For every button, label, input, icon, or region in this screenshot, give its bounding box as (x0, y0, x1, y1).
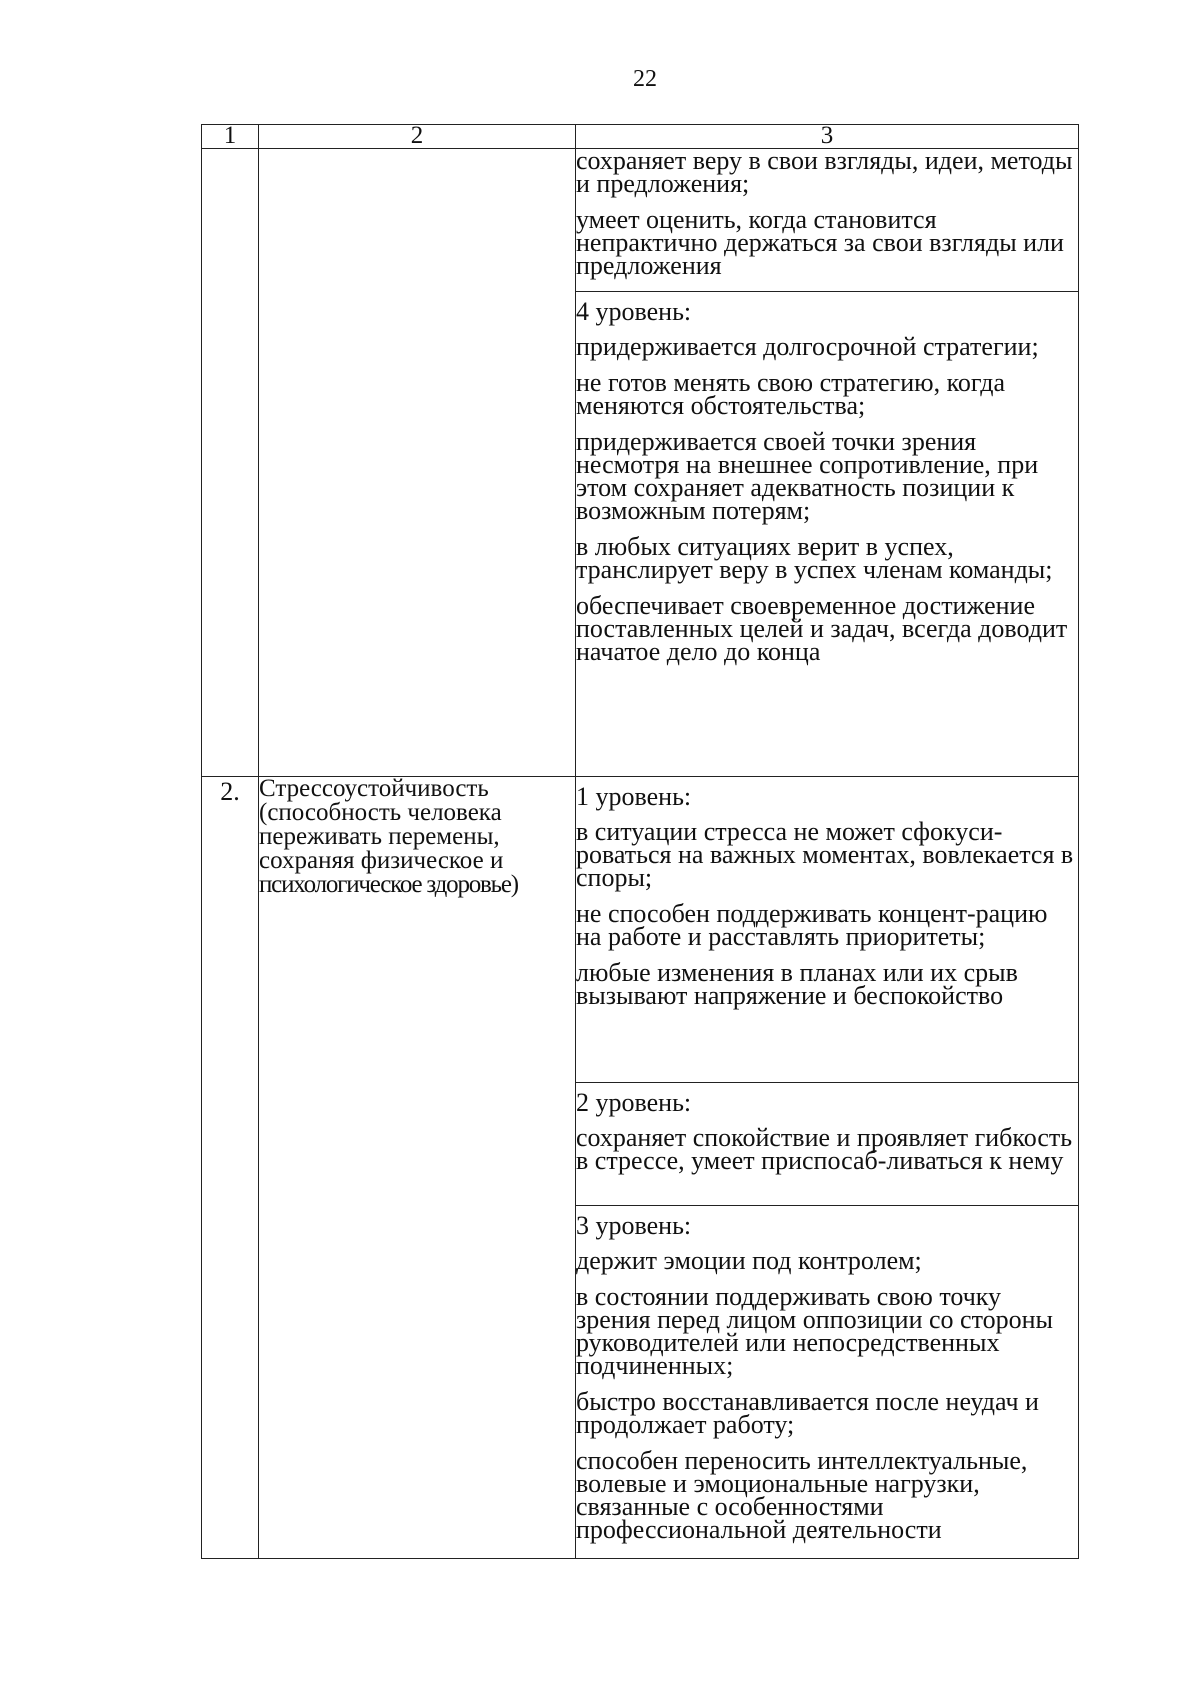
list-item: сохраняет спокойствие и проявляет гибкость в стрессе, умеет приспосаб-ливаться к нему (576, 1123, 1073, 1175)
list-item: умеет оценить, когда становится непрактично держаться за свои взгляды или предложения (576, 205, 1064, 280)
list-item: не готов менять свою стратегию, когда меняются обстоятельства; (576, 368, 1006, 420)
level1-cell (576, 777, 1079, 1083)
list-item: быстро восстанавливается после неудач и продолжает работу; (576, 1387, 1039, 1439)
row-number: 2. (202, 777, 259, 1559)
continued-levels-cell (576, 146, 1079, 292)
page-number: 22 (633, 66, 657, 92)
list-item: способен переносить интеллектуальные, волевые и эмоциональные нагрузки, связанные с особенностями профессиональной деятельности (576, 1446, 1028, 1544)
criterion-title: Стрессоустойчивость (259, 775, 489, 802)
level-label: 4 уровень: (576, 297, 692, 326)
list-item: придерживается долгосрочной стратегии; (576, 332, 1039, 361)
level-label: 2 уровень: (576, 1088, 692, 1117)
list-item: в ситуации стресса не может сфокуси-роваться на важных моментах, вовлекается в споры; (576, 817, 1074, 892)
table-row (202, 149, 1079, 292)
competency-table (201, 124, 1079, 1559)
list-item: придерживается своей точки зрения несмотря на внешнее сопротивление, при этом сохраняет адекватность позиции к возможным потерям; (576, 427, 1039, 525)
level3-cell (576, 1206, 1079, 1559)
criterion-description: (способность человека переживать перемены, сохраняя физическое и (259, 799, 504, 874)
list-item: не способен поддерживать концент-рацию на работе и расставлять приоритеты; (576, 899, 1048, 951)
criterion-cell (259, 777, 576, 1559)
list-item: в состоянии поддерживать свою точку зрения перед лицом оппозиции со стороны руководителей или непосредственных подчиненных; (576, 1282, 1053, 1380)
row1-number-cell (202, 149, 259, 777)
list-item: в любых ситуациях верит в успех, транслирует веру в успех членам команды; (576, 532, 1053, 584)
list-item: держит эмоции под контролем; (576, 1246, 922, 1275)
table-header-row (202, 125, 1079, 149)
level-label: 3 уровень: (576, 1211, 692, 1240)
level-label: 1 уровень: (576, 782, 692, 811)
list-item: сохраняет веру в свои взгляды, идеи, методы и предложения; (576, 146, 1073, 198)
list-item: обеспечивает своевременное достижение поставленных целей и задач, всегда доводит начатое дело до конца (576, 591, 1068, 666)
column-header-2: 2 (259, 125, 576, 149)
criterion-description-cont: психологическое здоровье) (259, 871, 518, 898)
level2-cell (576, 1083, 1079, 1206)
list-item: любые изменения в планах или их срыв вызывают напряжение и беспокойство (576, 958, 1018, 1010)
table-row (202, 777, 1079, 1083)
column-header-3: 3 (576, 125, 1079, 149)
level4-cell (576, 292, 1079, 777)
column-header-1: 1 (202, 125, 259, 149)
row1-criterion-cell (259, 149, 576, 777)
